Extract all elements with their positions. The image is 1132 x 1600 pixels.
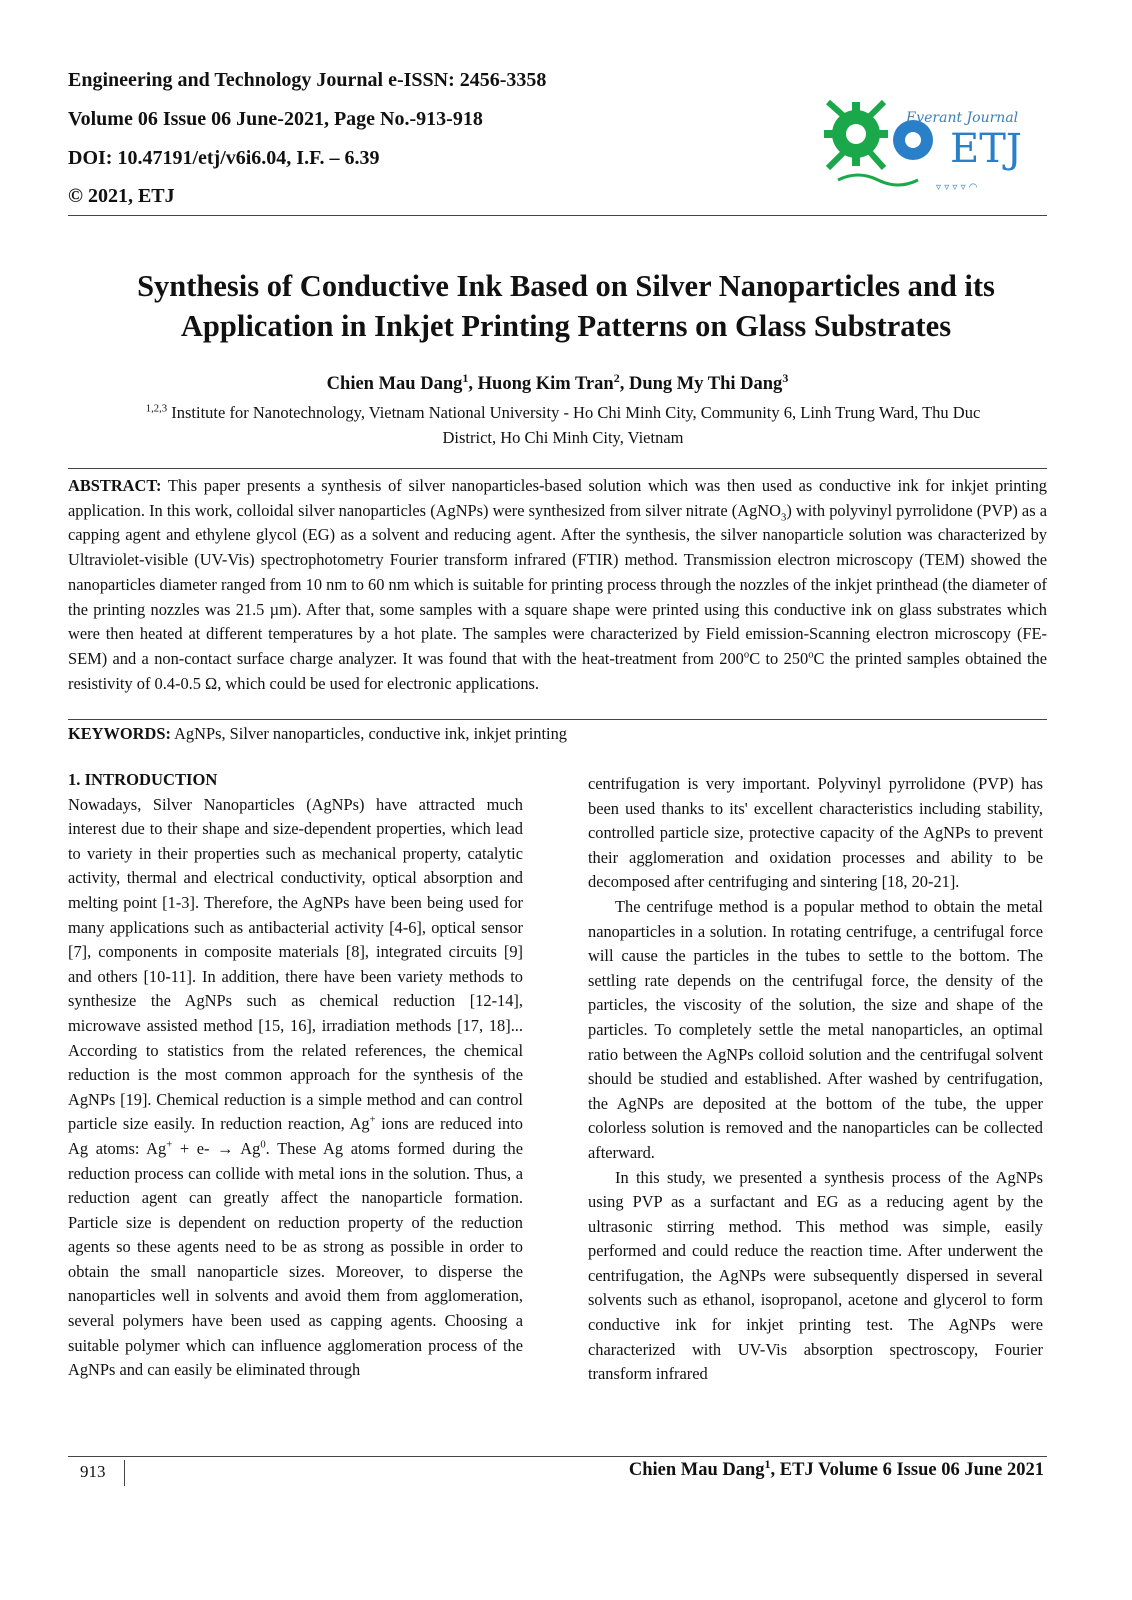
svg-text:▿ ▿ ▿ ▿ ◠: ▿ ▿ ▿ ▿ ◠: [936, 182, 978, 193]
intro-paragraph-continued: centrifugation is very important. Polyvinyl pyrrolidone (PVP) has been used thanks to its' excellent characteristics including stability, controlled particle size, protective capacity of the AgNPs to prevent their agglomeration and oxidation processes and ability to be decomposed after centrifuging and sintering [18, 20-21].: [588, 774, 1043, 892]
intro-paragraph-3: In this study, we presented a synthesis process of the AgNPs using PVP as a surfactant and EG as a reducing agent by the ultrasonic stirring method. This method was simple, easily performed and could reduce the reaction time. After underwent the centrifugation, the AgNPs were subsequently dispersed in several solvents such as ethanol, isopropanol, acetone and glycerol to form conductive ink for inkjet printing test. The AgNPs were characterized with UV-Vis absorption spectroscopy, Fourier transform infrared: [588, 1167, 1043, 1384]
intro-paragraph-1: Nowadays, Silver Nanoparticles (AgNPs) have attracted much interest due to their shape and size-dependent properties, which lead to variety in their properties such as mechanical property, catalytic activity, thermal and electrical conductivity, optical absorption and melting point [1-3]. Therefore, the AgNPs have been being used for many applications such as antibacterial activity [4-6], optical sensor [7], components in composite materials [8], integrated circuits [9] and others [10-11]. In addition, there have been variety methods to synthesize the AgNPs such as chemical reduction [12-14], microwave assisted method [15, 16], irradiation methods [17, 18]... According to statistics from the related references, the chemical reduction is the most common approach for the synthesis of the AgNPs [19]. Chemical reduction is a simple method and can control particle size easily. In reduction reaction, Ag+ ions are reduced into Ag atoms: $Ag^+ + e- \to Ag^0$. These Ag atoms formed during the reduction process can collide with metal ions in the solution. Thus, a reduction agent can greatly affect the nanoparticle formation. Particle size is dependent on reduction property of the reduction agents so these agents need to be as strong as possible in order to obtain the small nanoparticle sizes. Moreover, to disperse the nanoparticles well in solvents and avoid them from agglomeration, several polymers have been used as capping agents. Choosing a suitable polymer which can influence agglomeration process of the AgNPs and can easily be eliminated through: [68, 794, 523, 1380]
doi: DOI: 10.47191/etj/v6i6.04, I.F. – 6.39: [68, 147, 380, 169]
keywords: KEYWORDS: AgNPs, Silver nanoparticles, conductive ink, inkjet printing: [68, 724, 567, 743]
affiliation: $^{1,2,3}$ Institute for Nanotechnology, Vietnam National University - Ho Chi Minh City, Community 6, Linh Trung Ward, Thu Duc District, Ho Chi Minh City, Vietnam: [145, 402, 981, 447]
footer-rule: [68, 1456, 1047, 1457]
footer-divider: [124, 1460, 125, 1486]
section-heading-introduction: 1. INTRODUCTION: [68, 770, 218, 789]
title-line-2: Application in Inkjet Printing Patterns on Glass Substrates: [180, 309, 952, 343]
abstract-label: ABSTRACT:: [68, 476, 162, 495]
keywords-label: KEYWORDS:: [68, 724, 171, 743]
author-2: Huong Kim Tran: [477, 374, 614, 394]
abstract: ABSTRACT: This paper presents a synthesis of silver nanoparticles-based solution which was then used as conductive ink for inkjet printing application. In this work, colloidal silver nanoparticles (AgNPs) were synthesized from silver nitrate (AgNO$_3$) with polyvinyl pyrrolidone (PVP) as a capping agent and ethylene glycol (EG) as a solvent and reducing agent. After the synthesis, the silver nanoparticle solution was characterized by Ultraviolet-visible (UV-Vis) spectrophotometry Fourier transform infrared (FTIR) method. Transmission electron microscopy (TEM) showed the nanoparticles diameter ranged from 10 nm to 60 nm which is suitable for printing process through the nozzles of the inkjet printhead (the diameter of the printing nozzles was 21.5 µm). After that, some samples with a square shape were printed using this conductive ink on glass substrates which were then heated at different temperatures by a hot plate. The samples were characterized by Field emission-Scanning electron microscopy (FE-SEM) and a non-contact surface charge analyzer. It was found that with the heat-treatment from 200$^o$C to 250$^o$C the printed samples obtained the resistivity of 0.4-0.5 Ω, which could be used for electronic applications.: [68, 476, 1048, 693]
abstract-rule-top: [68, 468, 1047, 469]
svg-text:Everant Journal: Everant Journal: [906, 110, 1019, 126]
author-1: Chien Mau Dang: [326, 374, 463, 394]
author-list: Chien Mau Dang$^1$, Huong Kim Tran$^2$, Dung My Thi Dang$^3$: [326, 370, 789, 394]
page-number: 913: [80, 1462, 106, 1481]
copyright: © 2021, ETJ: [68, 185, 175, 207]
author-3: Dung My Thi Dang: [628, 374, 783, 394]
left-column: [68, 768, 523, 1383]
logo-letters: ETJ: [950, 126, 1022, 172]
intro-paragraph-2: The centrifuge method is a popular method to obtain the metal nanoparticles in a solution. In rotating centrifuge, a centrifugal force will cause the particles in the tubes to settle to the bottom. The settling rate depends on the centrifugal force, the density of the particles, the viscosity of the solution, the size and shape of the particles. To completely settle the metal nanoparticles, an optimal ratio between the AgNPs colloid solution and the centrifugal solvent should be studied and established. After washed by centrifugation, the AgNPs are deposited at the bottom of the tube, the upper colorless solution is removed and the nanoparticles can be collected afterward.: [588, 896, 1043, 1162]
volume-info: Volume 06 Issue 06 June-2021, Page No.-913-918: [68, 108, 483, 130]
journal-name: Engineering and Technology Journal e-ISSN: 2456-3358: [68, 69, 547, 91]
title-line-1: Synthesis of Conductive Ink Based on Silver Nanoparticles and its: [137, 269, 995, 303]
etj-logo: [818, 92, 1028, 202]
running-footer: Chien Mau Dang$^1$, ETJ Volume 6 Issue 06 June 2021: [628, 1456, 1044, 1480]
paper-title: [80, 266, 1052, 346]
right-column: [588, 772, 1043, 1387]
abstract-rule-bottom: [68, 719, 1047, 720]
header-rule: [68, 215, 1047, 216]
